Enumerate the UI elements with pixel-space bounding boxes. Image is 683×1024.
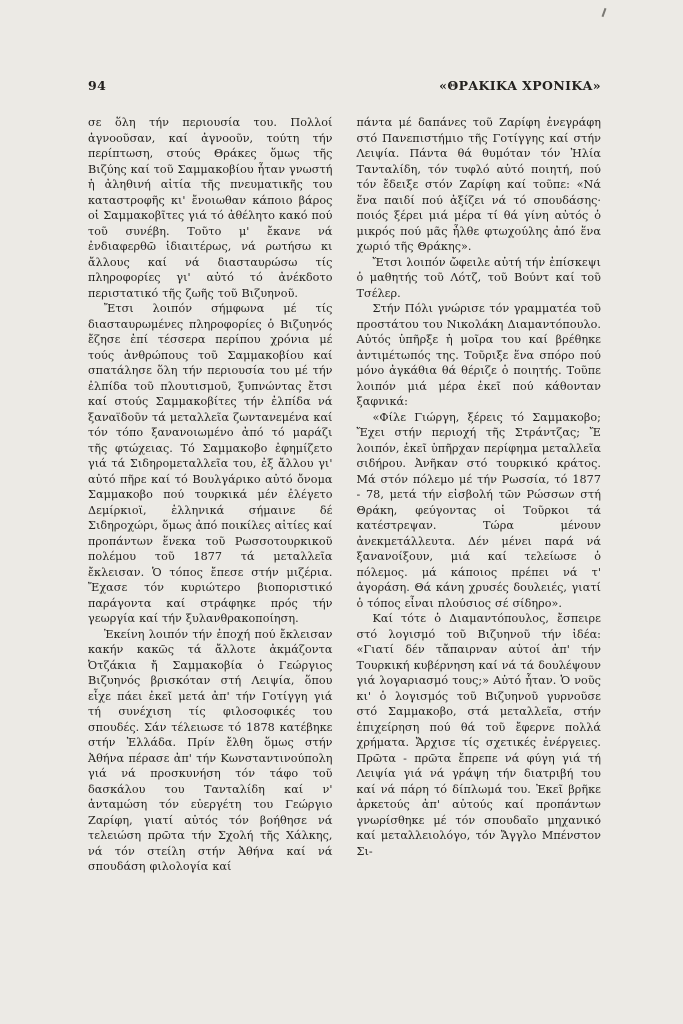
- text-columns: [88, 115, 601, 875]
- scan-artifact-mark: [602, 8, 607, 17]
- paragraph: σε ὅλη τήν περιουσία του. Πολλοί ἀγνοοῦσαν, καί ἀγνοοῦν, τούτη τήν περίπτωση, στούς Θράκες ὅμως τῆς Βιζύης καί τοῦ Σαμμακοβίου ἦταν γνωστή ἡ ἀληθινή αἰτία τῆς πνευματικῆς του καταστροφῆς κι' ἔνοιωθαν κάποιο βάρος οἱ Σαμμακοβῖτες γιά τό ἀθέλητο κακό πού τοῦ συνέβη. Τοῦτο μ' ἔκανε νά ἐνδιαφερθῶ ἰδιαιτέρως, νά ρωτήσω κι ἄλλους καί νά διασταυρώσω τίς πληροφορίες γι' αὐτό τό ἀνέκδοτο περιστατικό τῆς ζωῆς τοῦ Βιζυηνοῦ.: [88, 116, 333, 300]
- running-title: «ΘΡΑΚΙΚΑ ΧΡΟΝΙΚΑ»: [439, 78, 601, 93]
- paragraph: Ἐκείνη λοιπόν τήν ἐποχή πού ἔκλεισαν κακήν κακῶς τά ἄλλοτε ἀκμάζοντα Ὀτζάκια ἤ Σαμμακοβία ὁ Γεώργιος Βιζυηνός βρισκόταν στή Λειψία, ὅπου εἶχε πάει ἐκεῖ μετά ἀπ' τήν Γοτίγγη γιά τή συνέχιση τίς φιλοσοφικές του σπουδές. Σάν τέλειωσε τό 1878 κατέβηκε στήν Ἑλλάδα. Πρίν ἔλθη ὅμως στήν Ἀθήνα πέρασε ἀπ' τήν Κωνσταντινούπολη γιά νά προσκυνήση τόν τάφο τοῦ δασκάλου του Τανταλίδη καί ν' ἀνταμώση τόν εὐεργέτη του Γεώργιο Ζαρίφη, γιατί αὐτός τόν βοήθησε νά τελειώση πρῶτα τήν Σχολή τῆς Χάλκης, νά τόν στείλη στήν Ἀθήνα καί νά σπουδάση φιλολογία καί: [88, 627, 333, 873]
- paragraph: Ἔτσι λοιπόν ὤφειλε αὐτή τήν ἐπίσκεψι ὁ μαθητής τοῦ Λότζ, τοῦ Βούντ καί τοῦ Τσέλερ.: [356, 255, 601, 300]
- paragraph: πάντα μέ δαπάνες τοῦ Ζαρίφη ἐνεγράφη στό Πανεπιστήμιο τῆς Γοτίγγης καί στήν Λειψία. Πάντα θά θυμόταν τόν Ἠλία Τανταλίδη, τόν τυφλό αὐτό ποιητή, πού τόν ἔδειξε στόν Ζαρίφη καί τοῦπε: «Νά ἕνα παιδί πού ἀξίζει νά τό σπουδάσης· ποιός ξέρει μιά μέρα τί θά γίνη αὐτός ὁ μικρός πού μᾶς ἦλθε φτωχούλης ἀπό ἕνα χωριό τῆς Θράκης».: [356, 116, 601, 253]
- left-column: [88, 115, 333, 875]
- paragraph: Ἔτσι λοιπόν σήμφωνα μέ τίς διασταυρωμένες πληροφορίες ὁ Βιζυηνός ἔζησε ἐπί τέσσερα περίπου χρόνια μέ τούς ἀνθρώπους τοῦ Σαμμακοβίου καί σπατάλησε ὅλη τήν περιουσία του μέ τήν ἐλπίδα τοῦ πλουτισμοῦ, ξυπνώντας ἔτσι καί στούς Σαμμακοβίτες τήν ἐλπίδα νά ξαναϊδοῦν τά μεταλλεῖα ζωντανεμένα καί τόν τόπο ξανανοιωμένο ἀπό τό μαράζι τῆς φτώχειας. Τό Σαμμακοβο ἐφημίζετο γιά τά Σιδηρομεταλλεῖα του, ἐξ ἄλλου γι' αὐτό πῆρε καί τό Βουλγάρικο αὐτό ὄνομα Σαμμακοβο πού τουρκικά μέν ἐλέγετο Δεμίρκιοϊ, ἑλληνικά σήμαινε δέ Σιδηροχώρι, ὅμως ἀπό ποικίλες αἰτίες καί προπάντων ἕνεκα τοῦ Ρωσσοτουρκικοῦ πολέμου τοῦ 1877 τά μεταλλεῖα ἔκλεισαν. Ὁ τόπος ἔπεσε στήν μιζέρια. Ἔχασε τόν κυριώτερο βιοποριστικό παράγοντα καί στράφηκε πρός τήν γεωργία καί τήν ξυλανθρακοποίηση.: [88, 302, 333, 625]
- paragraph: Στήν Πόλι γνώρισε τόν γραμματέα τοῦ προστάτου του Νικολάκη Διαμαντόπουλο. Αὐτός ὑπῆρξε ἡ μοῖρα του καί βρέθηκε ἀντιμέτωπός της. Τοῦριξε ἕνα σπόρο πού μόνο ἀγκάθια θά θέριζε ὁ ποιητής. Τοῦπε λοιπόν μιά μέρα ἐκεῖ πού κάθονταν ξαφνικά:: [356, 302, 601, 408]
- running-head: [88, 78, 601, 93]
- paragraph: Καί τότε ὁ Διαμαντόπουλος, ἔσπειρε στό λογισμό τοῦ Βιζυηνοῦ τήν ἰδέα: «Γιατί δέν τἄπαιρναν αὐτοί ἀπ' τήν Τουρκική κυβέρνηση καί νά τά δουλέψουν γιά λογαριασμό τους;» Αὐτό ἦταν. Ὁ νοῦς κι' ὁ λογισμός τοῦ Βιζυηνοῦ γυρνοῦσε στό Σαμμακοβο, στά μεταλλεῖα, στήν ἐπιχείρηση πού θά τοῦ ἔφερνε πολλά χρήματα. Ἄρχισε τίς σχετικές ἐνέργειες. Πρῶτα - πρῶτα ἔπρεπε νά φύγη γιά τή Λειψία γιά νά γράψη τήν διατριβή του καί νά πάρη τό δίπλωμά του. Ἐκεῖ βρῆκε ἀρκετούς ἀπ' αὐτούς καί προπάντων γνωρίσθηκε μέ τόν σπουδαῖο μηχανικό καί μεταλλειολόγο, τόν Ἄγγλο Μπένστον Σι-: [356, 612, 601, 858]
- page-number: 94: [88, 78, 107, 93]
- right-column: [357, 115, 602, 875]
- paragraph: «Φίλε Γιώργη, ξέρεις τό Σαμμακοβο; Ἔχει στήν περιοχή τῆς Στράντζας; Ἔ λοιπόν, ἐκεῖ ὑπῆρχαν περίφημα μεταλλεῖα σιδήρου. Ἀνῆκαν στό τουρκικό κράτος. Μά στόν πόλεμο μέ τήν Ρωσσία, τό 1877 - 78, μετά τήν εἰσβολή τῶν Ρώσσων στή Θράκη, φεύγοντας οἱ Τοῦρκοι τά κατέστρεψαν. Τώρα μένουν ἀνεκμετάλλευτα. Δέν μένει παρά νά ξανανοίξουν, μιά καί τελείωσε ὁ πόλεμος. μά κάποιος πρέπει νά τ' ἀγοράση. Θά κάνη χρυσές δουλειές, γιατί ὁ τόπος εἶναι πλούσιος σέ σίδηρο».: [356, 410, 601, 610]
